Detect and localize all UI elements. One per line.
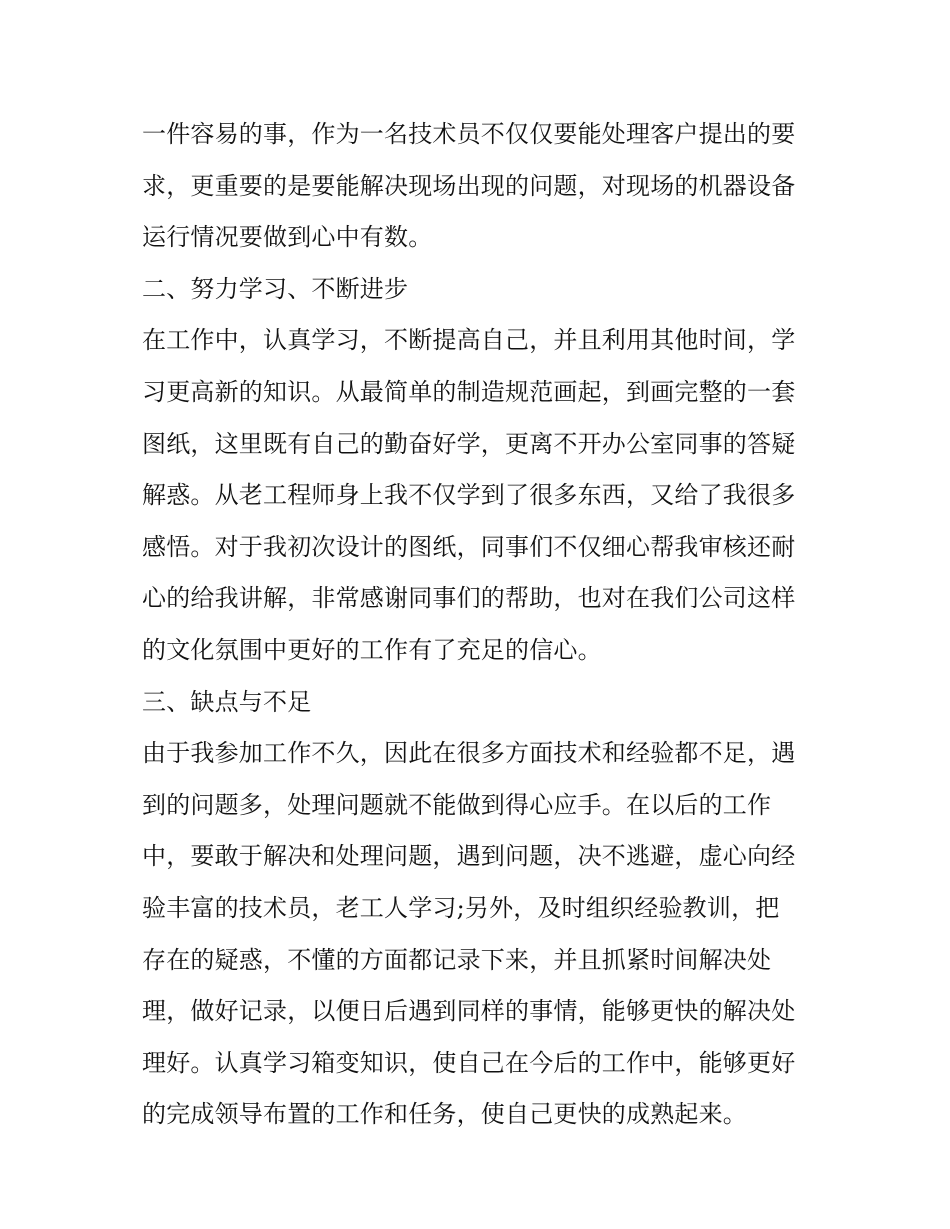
text-line: 图纸，这里既有自己的勤奋好学，更离不开办公室同事的答疑 bbox=[142, 429, 796, 458]
text-line: 理，做好记录，以便日后遇到同样的事情，能够更快的解决处 bbox=[142, 997, 796, 1026]
text-line: 的完成领导布置的工作和任务，使自己更快的成熟起来。 bbox=[142, 1100, 747, 1129]
text-line: 解惑。从老工程师身上我不仅学到了很多东西，又给了我很多 bbox=[142, 481, 796, 510]
document-body bbox=[142, 109, 822, 1141]
paragraph-study bbox=[142, 315, 822, 676]
text-line: 由于我参加工作不久，因此在很多方面技术和经验都不足，遇 bbox=[142, 739, 796, 768]
text-line: 习更高新的知识。从最简单的制造规范画起，到画完整的一套 bbox=[142, 377, 796, 406]
text-line: 求，更重要的是要能解决现场出现的问题，对现场的机器设备 bbox=[142, 171, 796, 200]
paragraph-shortcomings bbox=[142, 728, 822, 1141]
text-line: 一件容易的事，作为一名技术员不仅仅要能处理客户提出的要 bbox=[142, 120, 796, 148]
text-line: 运行情况要做到心中有数。 bbox=[142, 223, 433, 252]
text-line: 感悟。对于我初次设计的图纸，同事们不仅细心帮我审核还耐 bbox=[142, 532, 796, 561]
text-line: 存在的疑惑，不懂的方面都记录下来，并且抓紧时间解决处 bbox=[142, 945, 772, 974]
text-line: 验丰富的技术员，老工人学习;另外，及时组织经验教训，把 bbox=[142, 893, 780, 922]
section-heading-study: 二、努力学习、不断进步 bbox=[142, 274, 409, 303]
section-heading-shortcomings: 三、缺点与不足 bbox=[142, 687, 312, 716]
paragraph-work-attitude bbox=[142, 109, 822, 264]
text-line: 中，要敢于解决和处理问题，遇到问题，决不逃避，虚心向经 bbox=[142, 842, 796, 871]
text-line: 在工作中，认真学习，不断提高自己，并且利用其他时间，学 bbox=[142, 326, 796, 355]
text-line: 理好。认真学习箱变知识，使自己在今后的工作中，能够更好 bbox=[142, 1048, 796, 1077]
text-line: 心的给我讲解，非常感谢同事们的帮助，也对在我们公司这样 bbox=[142, 584, 796, 613]
text-line: 的文化氛围中更好的工作有了充足的信心。 bbox=[142, 635, 602, 664]
text-line: 到的问题多，处理问题就不能做到得心应手。在以后的工作 bbox=[142, 790, 772, 819]
